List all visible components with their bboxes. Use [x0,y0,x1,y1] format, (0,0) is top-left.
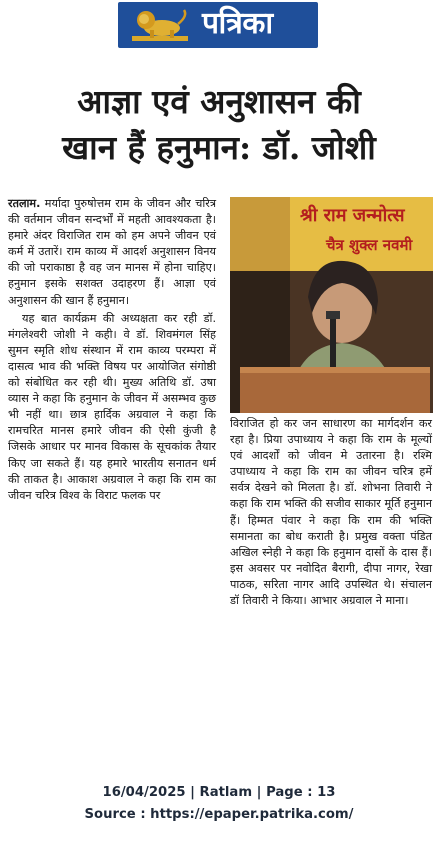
photo-banner-text: श्री राम जन्मोत्स [300,205,405,226]
article-body [8,196,432,776]
photo-banner-subtext: चैत्र शुक्ल नवमी [326,236,413,254]
headline-line-2: खान हैं हनुमान: डॉ. जोशी [62,128,376,167]
edition-info: 16/04/2025 | Ratlam | Page : 13 [102,785,336,800]
article-paragraph-3: विराजित हो कर जन साधारण का मार्गदर्शन कर रहा है। प्रिया उपाध्याय ने कहा कि राम के मूल्यों एवं आदर्शों को जीवन मे उतारना है। रश्मि उपाध्याय ने कहा कि राम का जीवन चरित्र हमें सर्वत्र देखने को मिलता है। डॉ. शोभना तिवारी ने कहा कि राम भक्ति की सजीव साकार मूर्ति हनुमान हैं। हिम्मत पंवार ने कहा कि राम की भक्ति समानता का बोध कराती है। प्रमुख वक्ता पंडित अखिल स्नेही ने कहा कि हनुमान दासों के दास हैं। इस अवसर पर नवोदित बैरागी, दीपा नागर, रेखा पाठक, सरिता नागर आदि उपस्थित थे। संचालन डॉ तिवारी ने किया। आभार अग्रवाल ने माना। [230,417,432,608]
article-column-1 [8,196,216,504]
lion-logo-icon [128,6,192,44]
headline [10,82,428,168]
masthead [118,2,318,48]
paragraph-1-text: मर्यादा पुरुषोत्तम राम के जीवन और चरित्र की वर्तमान जीवन सन्दर्भों में महती आवश्यकता है। हमारे अंदर विराजित राम को हम अपने जीवन एवं कर्म में उतारें। राम काव्य में आदर्श अनुशासन विनय की जो पराकाष्ठा है वह जन मानस में होना चाहिए। हनुमान इसके सशक्त उदाहरण हैं। आज्ञा एवं अनुशासन की खान हैं हनुमान। [8,197,216,307]
brand-name: पत्रिका [202,6,273,41]
article-paragraph-1 [8,196,216,309]
article-column-2 [230,416,432,609]
source-link[interactable]: Source : https://epaper.patrika.com/ [84,807,354,822]
dateline: रतलाम. [8,197,41,210]
source-footer [0,782,438,826]
article-paragraph-2: यह बात कार्यक्रम की अध्यक्षता कर रही डॉ. मंगलेश्वरी जोशी ने कही। वे डॉ. शिवमंगल सिंह सुमन स्मृति शोध संस्थान में राम काव्य परम्परा में दासत्व भाव की भक्ति विषय पर आयोजित संगोष्ठी को संबोधित कर रही थी। मुख्य अतिथि डॉ. उषा व्यास ने कहा कि हनुमान के जीवन में असम्भव कुछ भी नहीं था। छात्र हार्दिक अग्रवाल ने कहा कि रामचरित मानस हमारे जीवन की ऐसी कुंजी है जिसके आधार पर मानव विकास के सूचकांक तैयार किए जा सकते हैं। यह हमारे भारतीय सनातन धर्म की ताकत है। आकाश अग्रवाल ने कहा कि राम का जीवन चरित्र विश्व के विराट फलक पर [8,311,216,502]
headline-line-1: आज्ञा एवं अनुशासन की [77,82,361,121]
